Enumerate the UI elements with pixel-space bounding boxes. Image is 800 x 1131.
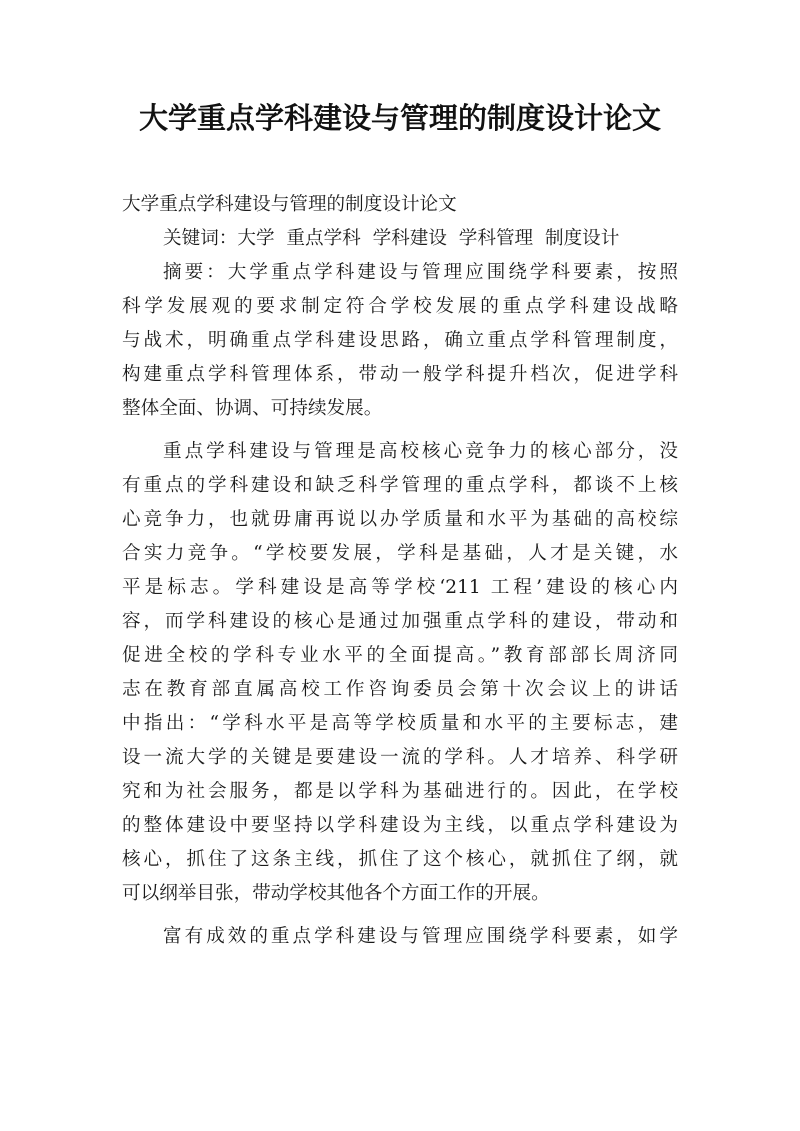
abstract-line: 构建重点学科管理体系，带动一般学科提升档次，促进学科 bbox=[122, 364, 678, 385]
paragraph-line: 究和为社会服务，都是以学科为基础进行的。因此，在学校 bbox=[122, 781, 678, 802]
subtitle-line: 大学重点学科建设与管理的制度设计论文 bbox=[122, 194, 457, 215]
abstract-line: 摘要：大学重点学科建设与管理应围绕学科要素，按照 bbox=[163, 262, 678, 283]
keywords-line: 关键词：大学 重点学科 学科建设 学科管理 制度设计 bbox=[163, 228, 620, 249]
abstract-line: 与战术，明确重点学科建设思路，确立重点学科管理制度， bbox=[122, 330, 678, 351]
paragraph-line: 核心，抓住了这条主线，抓住了这个核心，就抓住了纲，就 bbox=[122, 849, 678, 870]
paragraph-line: 平是标志。学科建设是高等学校‘211 工程’建设的核心内 bbox=[122, 577, 678, 598]
paragraph-line: 有重点的学科建设和缺乏科学管理的重点学科，都谈不上核 bbox=[122, 475, 678, 496]
paragraph-line: 心竞争力，也就毋庸再说以办学质量和水平为基础的高校综 bbox=[122, 509, 678, 530]
abstract-line: 科学发展观的要求制定符合学校发展的重点学科建设战略 bbox=[122, 296, 678, 317]
paragraph-line: 志在教育部直属高校工作咨询委员会第十次会议上的讲话 bbox=[122, 679, 678, 700]
document-body bbox=[122, 188, 678, 954]
paragraph-line: 的整体建设中要坚持以学科建设为主线，以重点学科建设为 bbox=[122, 815, 678, 836]
abstract-line: 整体全面、协调、可持续发展。 bbox=[122, 398, 383, 419]
paragraph-line: 重点学科建设与管理是高校核心竞争力的核心部分，没 bbox=[163, 441, 678, 462]
paragraph-line: 合实力竞争。“学校要发展，学科是基础，人才是关键，水 bbox=[122, 543, 678, 564]
document-title: 大学重点学科建设与管理的制度设计论文 bbox=[138, 101, 661, 135]
paragraph-line: 促进全校的学科专业水平的全面提高。”教育部部长周济同 bbox=[122, 645, 678, 666]
paragraph-line: 设一流大学的关键是要建设一流的学科。人才培养、科学研 bbox=[122, 747, 678, 768]
paragraph-line: 富有成效的重点学科建设与管理应围绕学科要素，如学 bbox=[163, 926, 678, 947]
paragraph-line: 可以纲举目张，带动学校其他各个方面工作的开展。 bbox=[122, 883, 550, 904]
body-paragraph-1 bbox=[122, 435, 678, 911]
paragraph-line: 中指出：“学科水平是高等学校质量和水平的主要标志，建 bbox=[122, 713, 678, 734]
body-paragraph-2 bbox=[122, 920, 678, 954]
paragraph-line: 容，而学科建设的核心是通过加强重点学科的建设，带动和 bbox=[122, 611, 678, 632]
abstract-paragraph bbox=[122, 256, 678, 426]
